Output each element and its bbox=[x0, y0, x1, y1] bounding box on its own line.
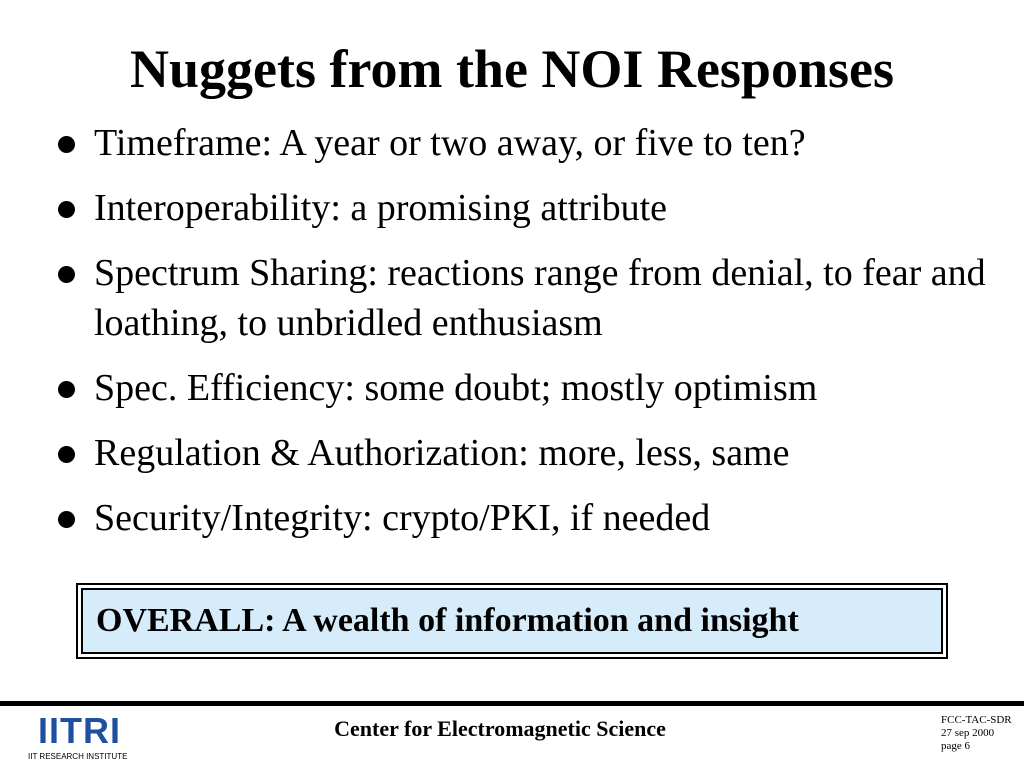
bullet-text: Regulation & Authorization: more, less, same bbox=[94, 432, 790, 474]
bullet-list bbox=[58, 118, 998, 558]
bullet-item-security bbox=[58, 493, 998, 543]
bullet-item-regulation bbox=[58, 428, 998, 478]
bullet-text: Timeframe: A year or two away, or five to ten? bbox=[94, 122, 806, 164]
bullet-dot-icon bbox=[58, 118, 94, 153]
bullet-text: Spectrum Sharing: reactions range from denial, to fear and loathing, to unbridled enthusiasm bbox=[94, 252, 986, 344]
footer-event: FCC-TAC-SDR bbox=[941, 714, 1012, 726]
footer-divider bbox=[0, 701, 1024, 706]
slide-title: Nuggets from the NOI Responses bbox=[130, 39, 894, 99]
overall-callout-box bbox=[76, 583, 948, 659]
bullet-dot-icon bbox=[58, 183, 94, 218]
footer-slide-info bbox=[941, 714, 1021, 753]
bullet-item-interoperability bbox=[58, 183, 998, 233]
bullet-dot-icon bbox=[58, 248, 94, 283]
bullet-item-spectrum-sharing bbox=[58, 248, 998, 348]
bullet-dot-icon bbox=[58, 493, 94, 528]
bullet-dot-icon bbox=[58, 428, 94, 463]
bullet-item-timeframe bbox=[58, 118, 998, 168]
footer-page-number: page 6 bbox=[941, 740, 971, 752]
bullet-text: Interoperability: a promising attribute bbox=[94, 187, 668, 229]
overall-callout-text: OVERALL: A wealth of information and insight bbox=[81, 588, 943, 654]
footer-date: 27 sep 2000 bbox=[941, 727, 995, 739]
logo-letters: IITRI bbox=[28, 712, 146, 750]
logo-subtitle: IIT RESEARCH INSTITUTE bbox=[28, 752, 128, 761]
bullet-dot-icon bbox=[58, 363, 94, 398]
bullet-text: Security/Integrity: crypto/PKI, if needed bbox=[94, 497, 711, 539]
footer-organization: Center for Electromagnetic Science bbox=[334, 716, 666, 741]
bullet-item-spec-efficiency bbox=[58, 363, 998, 413]
iitri-logo bbox=[28, 712, 146, 764]
bullet-text: Spec. Efficiency: some doubt; mostly optimism bbox=[94, 367, 818, 409]
